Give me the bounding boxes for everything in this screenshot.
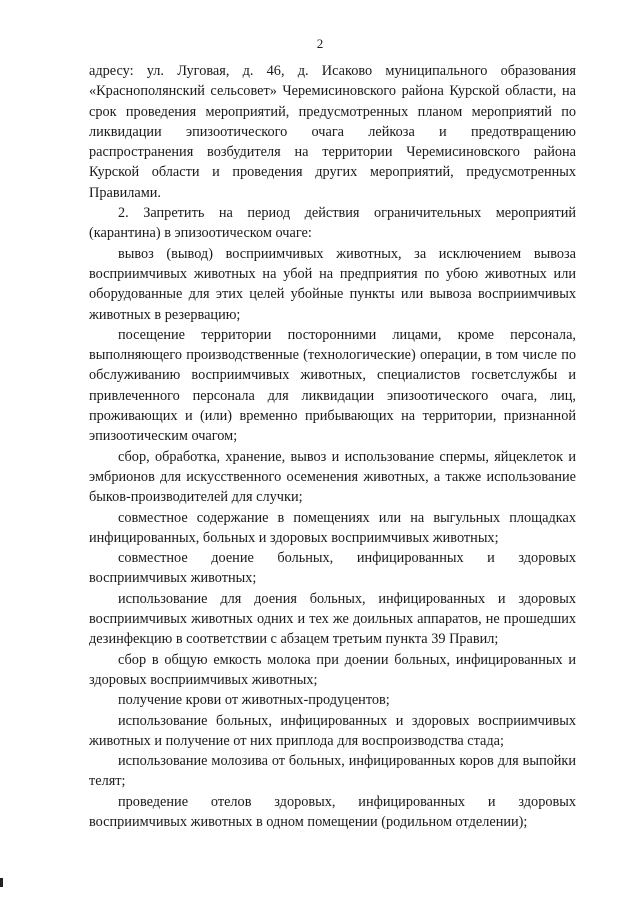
paragraph-colostrum-ban: использование молозива от больных, инфицированных коров для выпойки телят; xyxy=(89,753,576,790)
paragraph-blood-ban: получение крови от животных-продуцентов; xyxy=(118,692,390,709)
paragraph-prohibition-intro: 2. Запретить на период действия ограничительных мероприятий (карантина) в эпизоотическом очаге: xyxy=(89,205,576,242)
paragraph-semen-ban: сбор, обработка, хранение, вывоз и использование спермы, яйцеклеток и эмбрионов для искусственного осеменения животных, а также использование быков-производителей для случки; xyxy=(89,448,576,506)
paragraph-breeding-ban: использование больных, инфицированных и здоровых восприимчивых животных и получение от них приплода для воспроизводства стада; xyxy=(89,712,576,749)
paragraph-calving-ban: проведение отелов здоровых, инфицированных и здоровых восприимчивых животных в одном помещении (родильном отделении); xyxy=(89,793,576,830)
paragraph-address-continuation: адресу: ул. Луговая, д. 46, д. Исаково муниципального образования «Краснополянский сельсовет» Черемисиновского района Курской области, на срок проведения мероприятий, предусмотренных планом мероприятий по ликвидации эпизоотического очага лейкоза и предотвращению распространения возбудителя на территории Черемисиновского района Курской области и проведения других мероприятий, предусмотренных Правилами. xyxy=(89,63,576,201)
page-number: 2 xyxy=(316,36,324,51)
paragraph-visitor-ban: посещение территории посторонними лицами, кроме персонала, выполняющего производственные (технологические) операции, в том числе по обслуживанию восприимчивых животных, специалистов госветслужбы и привлеченного персонала для ликвидации эпизоотического очага, лиц, проживающих и (или) временно прибывающих на территории, признанной эпизоотическим очагом; xyxy=(89,326,576,445)
paragraph-joint-milking-ban: совместное доение больных, инфицированных и здоровых восприимчивых животных; xyxy=(89,550,576,587)
paragraph-export-ban: вывоз (вывод) восприимчивых животных, за исключением вывоза восприимчивых животных на убой на предприятия по убою животных или оборудованные для этих целей убойные пункты или вывоза восприимчивых животных в резервацию; xyxy=(89,245,576,323)
paragraph-joint-keeping-ban: совместное содержание в помещениях или на выгульных площадках инфицированных, больных и здоровых восприимчивых животных; xyxy=(89,509,576,546)
paragraph-milking-equipment-ban: использование для доения больных, инфицированных и здоровых восприимчивых животных одних и тех же доильных аппаратов, не прошедших дезинфекцию в соответствии с абзацем третьим пункта 39 Правил; xyxy=(89,590,576,648)
document-body xyxy=(89,61,576,832)
paragraph-milk-collection-ban: сбор в общую емкость молока при доении больных, инфицированных и здоровых восприимчивых животных; xyxy=(89,651,576,688)
scan-edge-mark xyxy=(0,878,3,887)
